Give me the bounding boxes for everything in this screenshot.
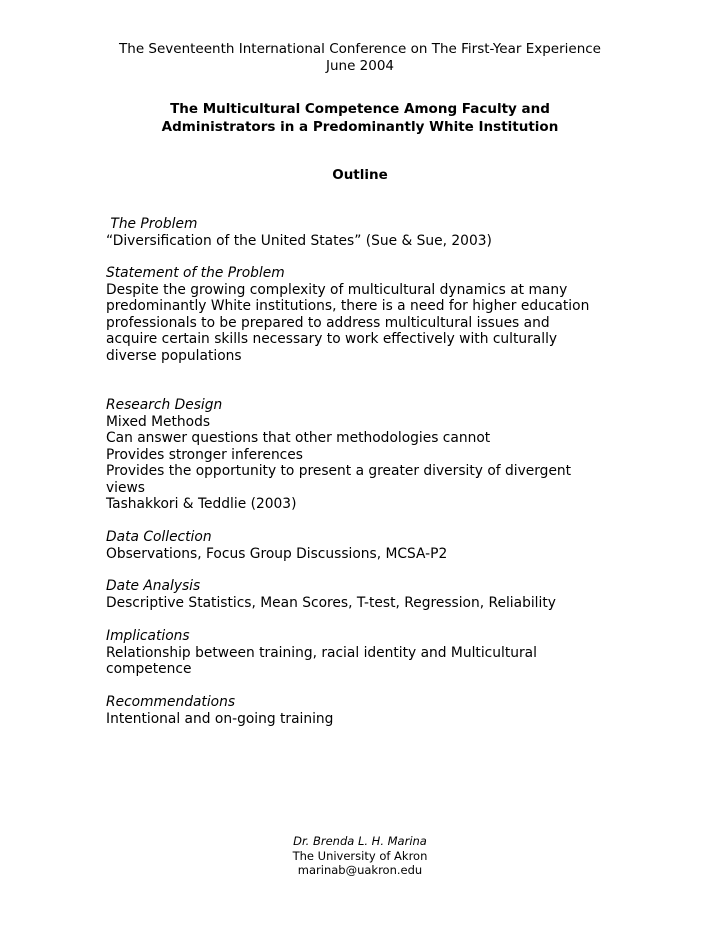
title-line-1: The Multicultural Competence Among Faculty and (170, 101, 550, 117)
outline-heading: Outline (332, 167, 388, 183)
section-date-analysis (106, 578, 626, 611)
conference-date: June 2004 (325, 58, 395, 74)
section-title: Implications (106, 628, 190, 644)
section-data-collection (106, 529, 626, 562)
section-implications (106, 628, 626, 678)
section-line: Tashakkori & Teddlie (2003) (106, 496, 297, 512)
author-institution: The University of Akron (292, 848, 428, 863)
section-line: predominantly White institutions, there is a need for higher education (106, 298, 590, 314)
conference-name: The Seventeenth International Conference on The First-Year Experience (119, 41, 601, 57)
section-title: Data Collection (106, 529, 212, 545)
author-footer (0, 834, 720, 878)
section-title: Date Analysis (106, 578, 201, 594)
section-line: Despite the growing complexity of multicultural dynamics at many (106, 281, 568, 298)
document-title (0, 100, 720, 136)
section-statement (106, 265, 626, 364)
section-line: professionals to be prepared to address multicultural issues and (106, 314, 550, 331)
section-title: Research Design (106, 397, 223, 413)
section-line: Observations, Focus Group Discussions, MCSA-P2 (106, 545, 448, 562)
section-problem (106, 216, 626, 249)
section-line: Provides stronger inferences (106, 446, 303, 463)
section-line: views (106, 479, 145, 496)
section-line: Mixed Methods (106, 413, 211, 430)
section-title: Recommendations (106, 694, 236, 710)
section-line: Provides the opportunity to present a greater diversity of divergent (106, 463, 572, 479)
section-line: Can answer questions that other methodologies cannot (106, 430, 491, 446)
section-line: Intentional and on-going training (106, 710, 334, 727)
section-title: The Problem (106, 216, 198, 232)
section-line: competence (106, 661, 192, 677)
section-line: diverse populations (106, 347, 242, 364)
section-recommendations (106, 694, 626, 727)
section-line: “Diversification of the United States” (Sue & Sue, 2003) (106, 232, 492, 249)
title-line-2: Administrators in a Predominantly White Institution (161, 119, 559, 135)
author-name: Dr. Brenda L. H. Marina (293, 834, 427, 848)
conference-header (0, 41, 720, 75)
section-line: Descriptive Statistics, Mean Scores, T-test, Regression, Reliability (106, 594, 556, 611)
section-line: Relationship between training, racial identity and Multicultural (106, 644, 537, 661)
author-email: marinab@uakron.edu (297, 863, 423, 877)
section-research-design (106, 397, 626, 513)
section-line: acquire certain skills necessary to work effectively with culturally (106, 331, 558, 347)
section-title: Statement of the Problem (106, 265, 285, 281)
